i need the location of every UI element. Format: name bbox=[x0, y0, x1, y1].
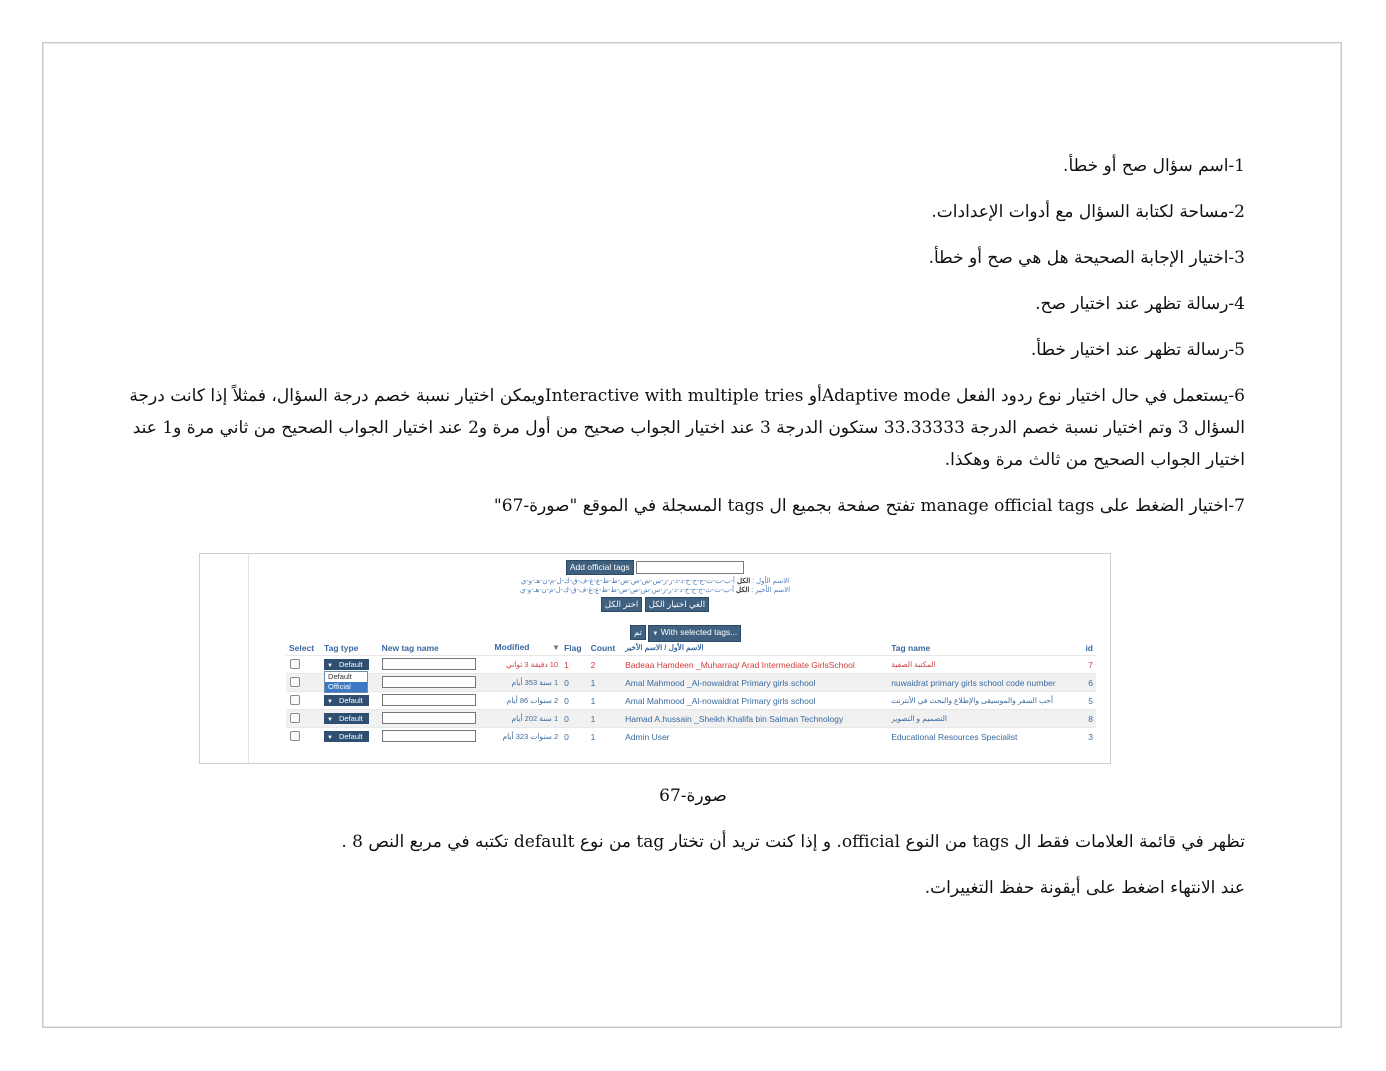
paragraph-2: 2-مساحة لكتابة السؤال مع أدوات الإعدادات. bbox=[931, 202, 1245, 222]
add-official-tags-button[interactable]: Add official tags bbox=[566, 560, 634, 575]
row-checkbox[interactable] bbox=[290, 677, 300, 687]
with-selected-dropdown[interactable]: ▼ With selected tags... bbox=[648, 625, 741, 642]
chevron-down-icon: ▼ bbox=[327, 717, 333, 723]
row-name-link[interactable]: Hamad A.hussain _Sheikh Khalifa bin Salman Technology bbox=[622, 710, 888, 728]
row-tag-link[interactable]: Educational Resources Specialist bbox=[888, 728, 1080, 746]
row-tag-link[interactable]: أحب السفر والموسيقى والإطلاع والبحث في الأنترنت bbox=[888, 692, 1080, 710]
row-tag-link[interactable]: nuwaidrat primary girls school code number bbox=[888, 674, 1080, 692]
chevron-down-icon: ▼ bbox=[327, 663, 333, 669]
row-tag-link[interactable]: المكتبة الصفية bbox=[888, 656, 1080, 674]
row-name-link[interactable]: Amal Mahmood _Al-nowaidrat Primary girls school bbox=[622, 674, 888, 692]
tag-type-select[interactable]: ▼ Default bbox=[324, 695, 369, 706]
row-checkbox[interactable] bbox=[290, 731, 300, 741]
table-row: ▼ Default 1 سنة 202 أيام 0 1 Hamad A.hussain _Sheikh Khalifa bin Salman Technology التصميم و التصوير 8 bbox=[286, 710, 1096, 728]
figure-caption: صورة-67 bbox=[659, 786, 727, 806]
figure-toolbar bbox=[200, 560, 1110, 612]
table-row: Default Official 1 سنة 353 أيام 0 1 Amal Mahmood _Al-nowaidrat Primary girls school nuwaidrat primary girls school code number 6 bbox=[286, 674, 1096, 692]
col-new-tag-name[interactable]: New tag name bbox=[381, 642, 439, 653]
option-default[interactable]: Default bbox=[328, 672, 352, 681]
col-name[interactable]: الاسم الأول / الاسم الأخير bbox=[625, 643, 704, 652]
paragraph-7: 7-اختيار الضغط على manage official tags تفتح صفحة بجميع ال tags المسجلة في الموقع "صورة-67" bbox=[493, 496, 1245, 516]
col-id[interactable]: id bbox=[1085, 642, 1093, 653]
paragraph-1: 1-اسم سؤال صح أو خطأ. bbox=[1063, 156, 1245, 176]
row-name-link[interactable]: Admin User bbox=[622, 728, 888, 746]
tags-table bbox=[286, 640, 1096, 745]
col-tag-name[interactable]: Tag name bbox=[891, 642, 931, 653]
paragraph-4: 4-رسالة تظهر عند اختيار صح. bbox=[1035, 294, 1245, 314]
first-name-filter: الاسم الأول : الكل أ-ب-ت-ث-ج-ح-خ-د-ذ-ر-ز-س-ش-ص-ض-ط-ظ-ع-غ-ف-ق-ك-ل-م-ن-هـ-و-ي bbox=[520, 578, 790, 585]
chevron-down-icon: ▼ bbox=[652, 631, 659, 637]
col-flag[interactable]: Flag bbox=[564, 642, 582, 653]
row-checkbox[interactable] bbox=[290, 695, 300, 705]
table-row: ▼ Default 2 سنوات 323 أيام 0 1 Admin User Educational Resources Specialist 3 bbox=[286, 728, 1096, 746]
table-row: ▼ Default 10 دقيقة 3 ثواني 1 2 Badeaa Hamdeen _Muharraq/ Arad Intermediate GirlsSchool المكتبة الصفية 7 bbox=[286, 656, 1096, 674]
new-tag-name-input[interactable] bbox=[382, 676, 476, 688]
tag-type-options bbox=[324, 671, 368, 693]
new-tag-name-input[interactable] bbox=[382, 712, 476, 724]
select-all-button[interactable]: اختر الكل bbox=[601, 597, 642, 612]
last-name-filter: الاسم الأخير : الكل أ-ب-ت-ث-ج-ح-خ-د-ذ-ر-ز-س-ش-ص-ض-ط-ظ-ع-غ-ف-ق-ك-ل-م-ن-هـ-و-ي bbox=[519, 587, 791, 594]
chevron-down-icon: ▼ bbox=[327, 735, 333, 741]
row-name-link[interactable]: Badeaa Hamdeen _Muharraq/ Arad Intermediate GirlsSchool bbox=[622, 656, 888, 674]
row-checkbox[interactable] bbox=[290, 713, 300, 723]
sort-desc-icon: ▾ bbox=[553, 642, 559, 652]
tag-type-select[interactable]: ▼ Default bbox=[324, 731, 369, 742]
chevron-down-icon: ▼ bbox=[327, 699, 333, 705]
new-tag-name-input[interactable] bbox=[382, 730, 476, 742]
new-tag-name-input[interactable] bbox=[382, 658, 476, 670]
row-name-link[interactable]: Amal Mahmood _Al-nowaidrat Primary girls school bbox=[622, 692, 888, 710]
screenshot-figure bbox=[199, 553, 1111, 764]
document-body bbox=[95, 150, 1245, 522]
row-checkbox[interactable] bbox=[290, 659, 300, 669]
col-modified[interactable]: Modified ▾ bbox=[494, 642, 559, 652]
tag-type-select[interactable]: ▼ Default bbox=[324, 659, 369, 670]
document-body-after bbox=[95, 826, 1245, 904]
tag-type-select[interactable]: ▼ Default bbox=[324, 713, 369, 724]
table-row: ▼ Default 2 سنوات 86 أيام 0 1 Amal Mahmood _Al-nowaidrat Primary girls school أحب السفر والموسيقى والإطلاع والبحث في الأنترنت 5 bbox=[286, 692, 1096, 710]
new-tag-name-input[interactable] bbox=[382, 694, 476, 706]
row-tag-link[interactable]: التصميم و التصوير bbox=[888, 710, 1080, 728]
option-official[interactable]: Official bbox=[325, 682, 367, 692]
paragraph-9: عند الانتهاء اضغط على أيقونة حفظ التغييرات. bbox=[924, 878, 1245, 898]
col-count[interactable]: Count bbox=[590, 642, 616, 653]
paragraph-3: 3-اختيار الإجابة الصحيحة هل هي صح أو خطأ. bbox=[928, 248, 1245, 268]
col-select[interactable]: Select bbox=[289, 642, 315, 653]
add-tags-input[interactable] bbox=[636, 561, 744, 574]
go-button[interactable]: تم bbox=[630, 625, 646, 640]
paragraph-8: تظهر في قائمة العلامات فقط ال tags من النوع official. و إذا كنت تريد أن تختار tag من نوع default تكتبه في مربع النص 8 . bbox=[341, 832, 1245, 852]
paragraph-6: 6-يستعمل في حال اختيار نوع ردود الفعل Adaptive modeأو Interactive with multiple triesويمكن اختيار نسبة خصم درجة السؤال، فمثلاً إذا كانت درجة السؤال 3 وتم اختيار نسبة خصم الدرجة 33.33333 ستكون الدرجة 3 عند اختيار الجواب صحيح من أول مرة و2 عند اختيار الجواب الصحيح من ثاني مرة و1 عند اختيار الجواب الصحيح من ثالث مرة وهكذا. bbox=[129, 386, 1245, 470]
col-tag-type[interactable]: Tag type bbox=[324, 642, 359, 653]
deselect-all-button[interactable]: الغي اختيار الكل bbox=[645, 597, 709, 612]
paragraph-5: 5-رسالة تظهر عند اختيار خطأ. bbox=[1030, 340, 1245, 360]
